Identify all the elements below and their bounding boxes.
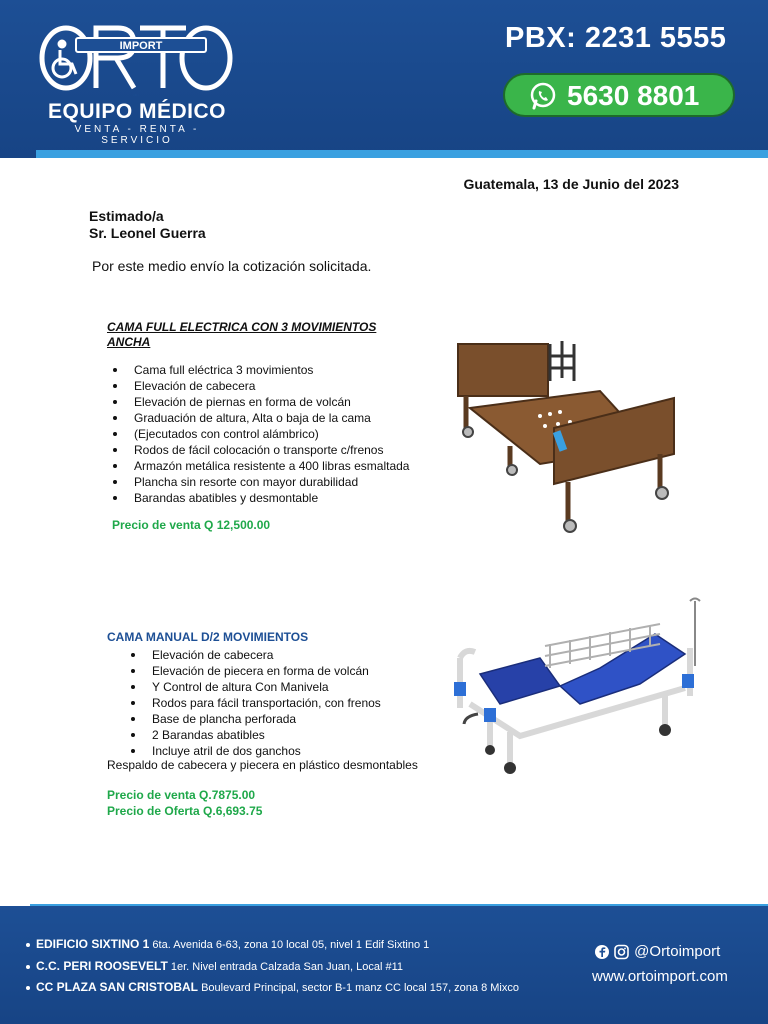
product2-features <box>152 647 381 759</box>
list-item: Incluye atril de dos ganchos <box>152 743 381 759</box>
address-detail: 1er. Nivel entrada Calzada San Juan, Local #11 <box>170 961 404 973</box>
electric-bed-image <box>450 336 680 546</box>
wheelchair-icon <box>53 41 76 77</box>
list-item: Cama full eléctrica 3 movimientos <box>134 362 409 378</box>
list-item: Elevación de cabecera <box>134 378 409 394</box>
manual-bed-image <box>450 596 715 776</box>
header-banner <box>0 0 768 158</box>
website-link[interactable]: www.ortoimport.com <box>592 968 728 985</box>
facebook-instagram-icon <box>594 944 630 960</box>
address-line <box>26 980 519 994</box>
company-logo[interactable] <box>36 18 236 146</box>
product1-title-line1: CAMA FULL ELECTRICA CON 3 MOVIMIENTOS <box>107 320 377 334</box>
product1-title-line2: ANCHA <box>107 335 151 349</box>
product2-note: Respaldo de cabecera y piecera en plástico desmontables <box>107 758 418 772</box>
list-item: Plancha sin resorte con mayor durabilidad <box>134 474 409 490</box>
pbx-phone[interactable]: PBX: 2231 5555 <box>505 22 727 54</box>
product2-offer-price: Precio de Oferta Q.6,693.75 <box>107 804 263 818</box>
salutation <box>89 208 206 242</box>
logo-tagline: VENTA - RENTA - SERVICIO <box>74 124 200 146</box>
list-item: Elevación de piernas en forma de volcán <box>134 394 409 410</box>
address-place: EDIFICIO SIXTINO 1 <box>36 937 150 951</box>
address-detail: Boulevard Principal, sector B-1 manz CC local 157, zona 8 Mixco <box>201 982 519 994</box>
whatsapp-contact[interactable] <box>503 73 735 117</box>
social-handle: @Ortoimport <box>634 943 721 960</box>
address-detail: 6ta. Avenida 6-63, zona 10 local 05, nivel 1 Edif Sixtino 1 <box>152 939 430 951</box>
product2-title: CAMA MANUAL D/2 MOVIMIENTOS <box>107 630 309 644</box>
list-item: 2 Barandas abatibles <box>152 727 381 743</box>
header-accent-stripe <box>36 150 768 158</box>
product1-features <box>134 362 409 506</box>
list-item: Barandas abatibles y desmontable <box>134 490 409 506</box>
list-item: Elevación de piecera en forma de volcán <box>152 663 381 679</box>
recipient-name: Sr. Leonel Guerra <box>89 225 206 241</box>
whatsapp-icon <box>529 82 557 110</box>
list-item: Graduación de altura, Alta o baja de la cama <box>134 410 409 426</box>
logo-graphic <box>36 18 236 98</box>
address-line <box>26 937 429 951</box>
logo-wordmark: ORTO <box>133 95 139 97</box>
list-item: Elevación de cabecera <box>152 647 381 663</box>
list-item: Rodos para fácil transportación, con frenos <box>152 696 381 710</box>
letter-date: Guatemala, 13 de Junio del 2023 <box>463 176 679 192</box>
address-place: C.C. PERI ROOSEVELT <box>36 959 168 973</box>
list-item: Rodos de fácil colocación o transporte c/frenos <box>134 442 409 458</box>
address-place: CC PLAZA SAN CRISTOBAL <box>36 980 198 994</box>
product1-price: Precio de venta Q 12,500.00 <box>112 518 271 532</box>
address-line <box>26 959 403 973</box>
greeting: Estimado/a <box>89 208 164 224</box>
list-item: Armazón metálica resistente a 400 libras esmaltada <box>134 459 410 473</box>
product1-title <box>107 320 376 350</box>
intro-text: Por este medio envío la cotización solicitada. <box>92 258 372 274</box>
logo-subtitle: EQUIPO MÉDICO <box>47 100 227 123</box>
list-item: Base de plancha perforada <box>152 711 381 727</box>
logo-badge-text: IMPORT <box>119 40 163 52</box>
whatsapp-number: 5630 8801 <box>567 80 700 111</box>
list-item: Y Control de altura Con Manivela <box>152 679 381 695</box>
product2-price: Precio de venta Q.7875.00 <box>107 788 256 802</box>
social-handle-link[interactable] <box>594 943 720 960</box>
list-item: (Ejecutados con control alámbrico) <box>134 426 409 442</box>
